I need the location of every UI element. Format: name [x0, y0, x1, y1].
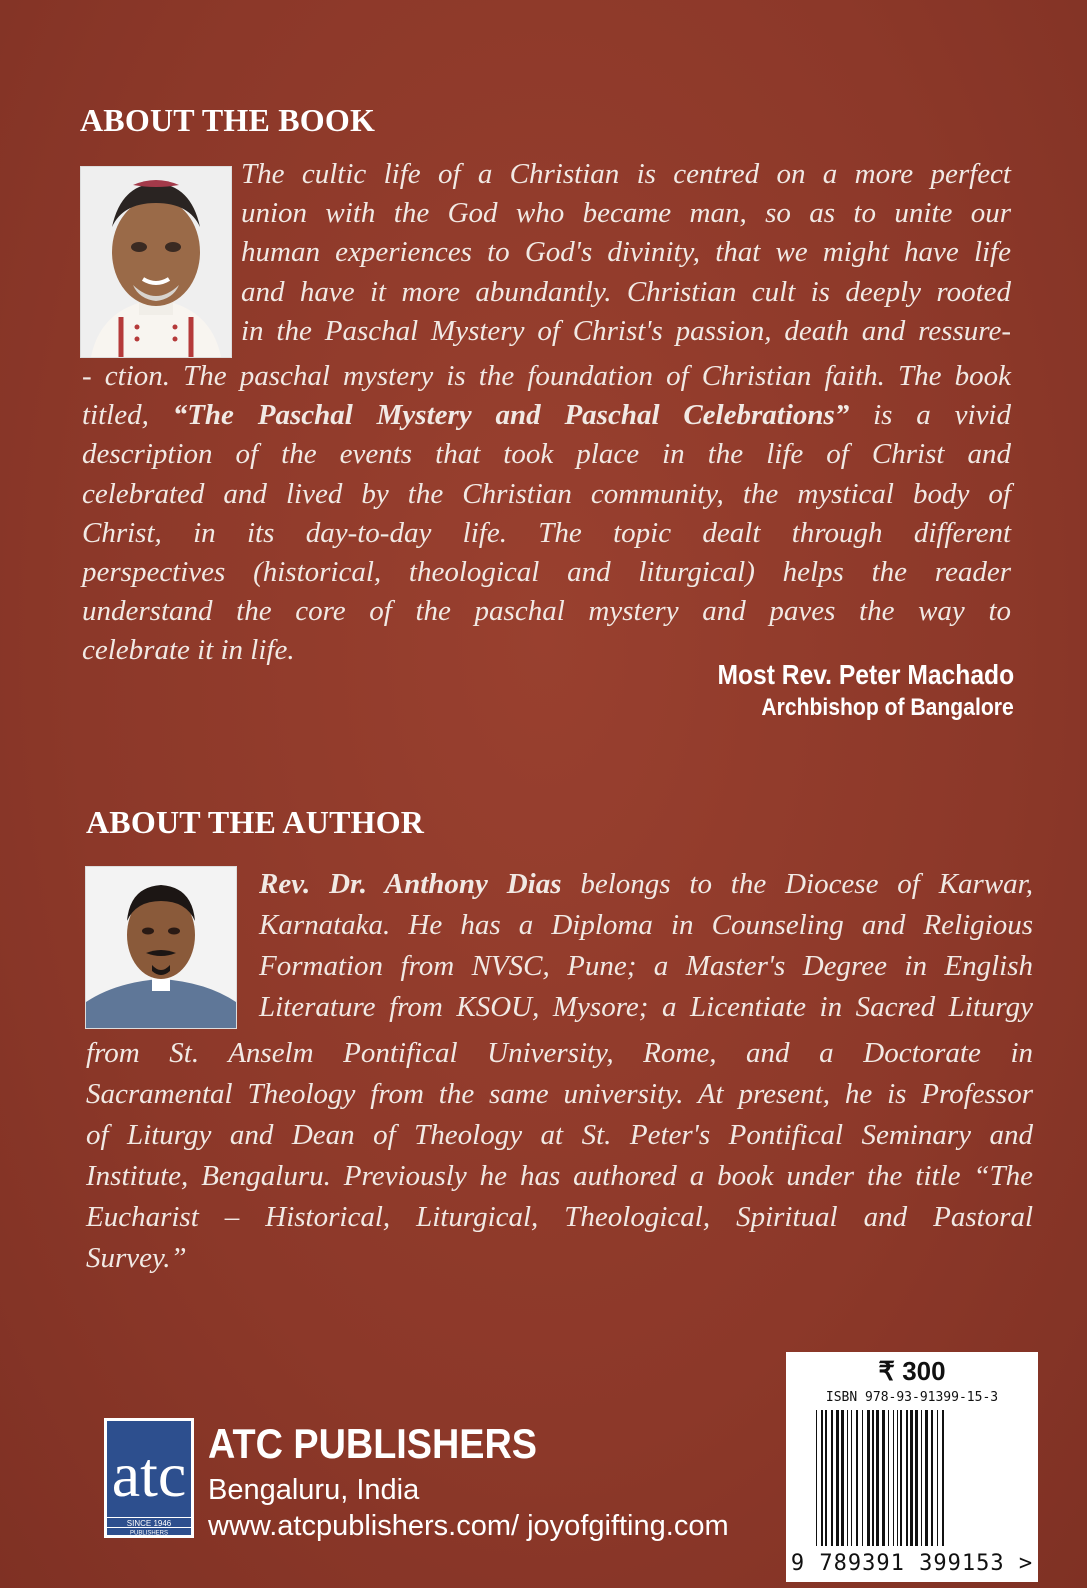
barcode-bar	[888, 1410, 889, 1546]
barcode-bar	[847, 1410, 848, 1546]
publisher-logo	[104, 1418, 194, 1538]
about-book-text	[241, 155, 1011, 351]
title-suffix: is a vivid	[849, 399, 1011, 432]
barcode-bar	[893, 1410, 894, 1546]
barcode-icon	[786, 1352, 1038, 1582]
barcode-bar	[867, 1410, 870, 1546]
barcode-bar	[816, 1410, 817, 1546]
barcode-bar	[937, 1410, 938, 1546]
author-name: Rev. Dr. Anthony Dias	[259, 868, 562, 900]
barcode-bar	[882, 1410, 885, 1546]
title-prefix: titled,	[82, 399, 173, 432]
ean-digits: 9 789391 399153 >	[790, 1551, 1034, 1576]
about-book-text-continued	[82, 357, 1011, 671]
publisher-location: Bengaluru, India	[208, 1474, 420, 1506]
barcode-panel	[786, 1352, 1038, 1582]
barcode-bar	[921, 1410, 922, 1546]
barcode-bar	[915, 1410, 918, 1546]
archbishop-portrait-icon	[81, 167, 231, 357]
about-book-line: perspectives (historical, theological and liturgical) helps the reader	[82, 556, 1011, 589]
price-label: ₹ 300	[878, 1356, 946, 1386]
about-author-line: Eucharist – Historical, Liturgical, Theological, Spiritual and Pastoral	[86, 1201, 1033, 1233]
about-book-heading: ABOUT THE BOOK	[80, 102, 376, 138]
barcode-bar	[836, 1410, 839, 1546]
author-portrait-icon	[86, 867, 236, 1028]
about-author-text-continued	[86, 1033, 1033, 1279]
about-author-line: Sacramental Theology from the same university. At present, he is Professor	[86, 1078, 1033, 1110]
about-book-line: Christ, in its day-to-day life. The topic dealt through different	[82, 516, 1011, 549]
barcode-bar	[856, 1410, 858, 1546]
signature-name: Most Rev. Peter Machado	[717, 659, 1014, 690]
barcode-bar	[925, 1410, 928, 1546]
atc-logo-icon	[104, 1418, 194, 1538]
isbn-label: ISBN 978-93-91399-15-3	[825, 1390, 999, 1405]
barcode-bar	[897, 1410, 898, 1546]
about-author-line: from St. Anselm Pontifical University, Rome, and a Doctorate in	[86, 1037, 1033, 1069]
about-book-line: description of the events that took place in the life of Christ and	[82, 438, 1011, 471]
barcode-bar	[851, 1410, 852, 1546]
about-book-line: celebrated and lived by the Christian community, the mystical body of	[82, 477, 1011, 510]
about-author-line: Institute, Bengaluru. Previously he has authored a book under the title “The	[86, 1160, 1033, 1192]
about-author-line: of Liturgy and Dean of Theology at St. Peter's Pontifical Seminary and	[86, 1119, 1033, 1151]
author-photo	[85, 866, 237, 1029]
author-intro: belongs to the Diocese of Karwar,	[561, 868, 1033, 900]
barcode-bar	[900, 1410, 902, 1546]
about-book-line-title	[82, 396, 1011, 435]
barcode-bar	[931, 1410, 933, 1546]
barcode-bar	[906, 1410, 908, 1546]
barcode-bar	[942, 1410, 944, 1546]
about-author-line: Formation from NVSC, Pune; a Master's Degree in English	[259, 950, 1033, 982]
archbishop-photo	[80, 166, 232, 358]
logo-sub: PUBLISHERS	[129, 1530, 169, 1537]
about-book-line: - ction. The paschal mystery is the foundation of Christian faith. The book	[82, 360, 1011, 392]
barcode-bar	[910, 1410, 913, 1546]
about-author-line	[259, 864, 1033, 905]
publisher-name: ATC PUBLISHERS	[208, 1420, 538, 1467]
about-author-line: Karnataka. He has a Diploma in Counseling and Religious	[259, 909, 1033, 941]
about-author-line: Literature from KSOU, Mysore; a Licentiate in Sacred Liturgy	[259, 991, 1033, 1023]
about-book-line: human experiences to God's divinity, that we might have life	[241, 236, 1011, 269]
about-author-line: Survey.”	[86, 1242, 187, 1274]
about-book-line: understand the core of the paschal mystery and paves the way to	[82, 595, 1011, 628]
about-book-line: celebrate it in life.	[82, 634, 295, 667]
about-book-line: The cultic life of a Christian is centred on a more perfect	[241, 158, 1011, 190]
book-title: “The Paschal Mystery and Paschal Celebrations”	[172, 399, 850, 432]
about-book-line: and have it more abundantly. Christian cult is deeply rooted	[241, 275, 1011, 308]
about-author-text	[259, 864, 1033, 1028]
barcode-bar	[831, 1410, 833, 1546]
about-author-heading: ABOUT THE AUTHOR	[86, 804, 425, 840]
signature-title: Archbishop of Bangalore	[761, 694, 1014, 721]
barcode-bar	[862, 1410, 863, 1546]
logo-letters: atc	[111, 1439, 187, 1510]
barcode-bar	[821, 1410, 823, 1546]
about-book-line: union with the God who became man, so as to unite our	[241, 197, 1011, 230]
barcode-bar	[825, 1410, 827, 1546]
logo-since: SINCE 1946	[126, 1519, 172, 1528]
barcode-bar	[876, 1410, 879, 1546]
barcode-bar	[841, 1410, 844, 1546]
publisher-website: www.atcpublishers.com/ joyofgifting.com	[208, 1510, 729, 1542]
about-book-line: in the Paschal Mystery of Christ's passion, death and ressure-	[241, 314, 1011, 347]
barcode-bar	[872, 1410, 874, 1546]
